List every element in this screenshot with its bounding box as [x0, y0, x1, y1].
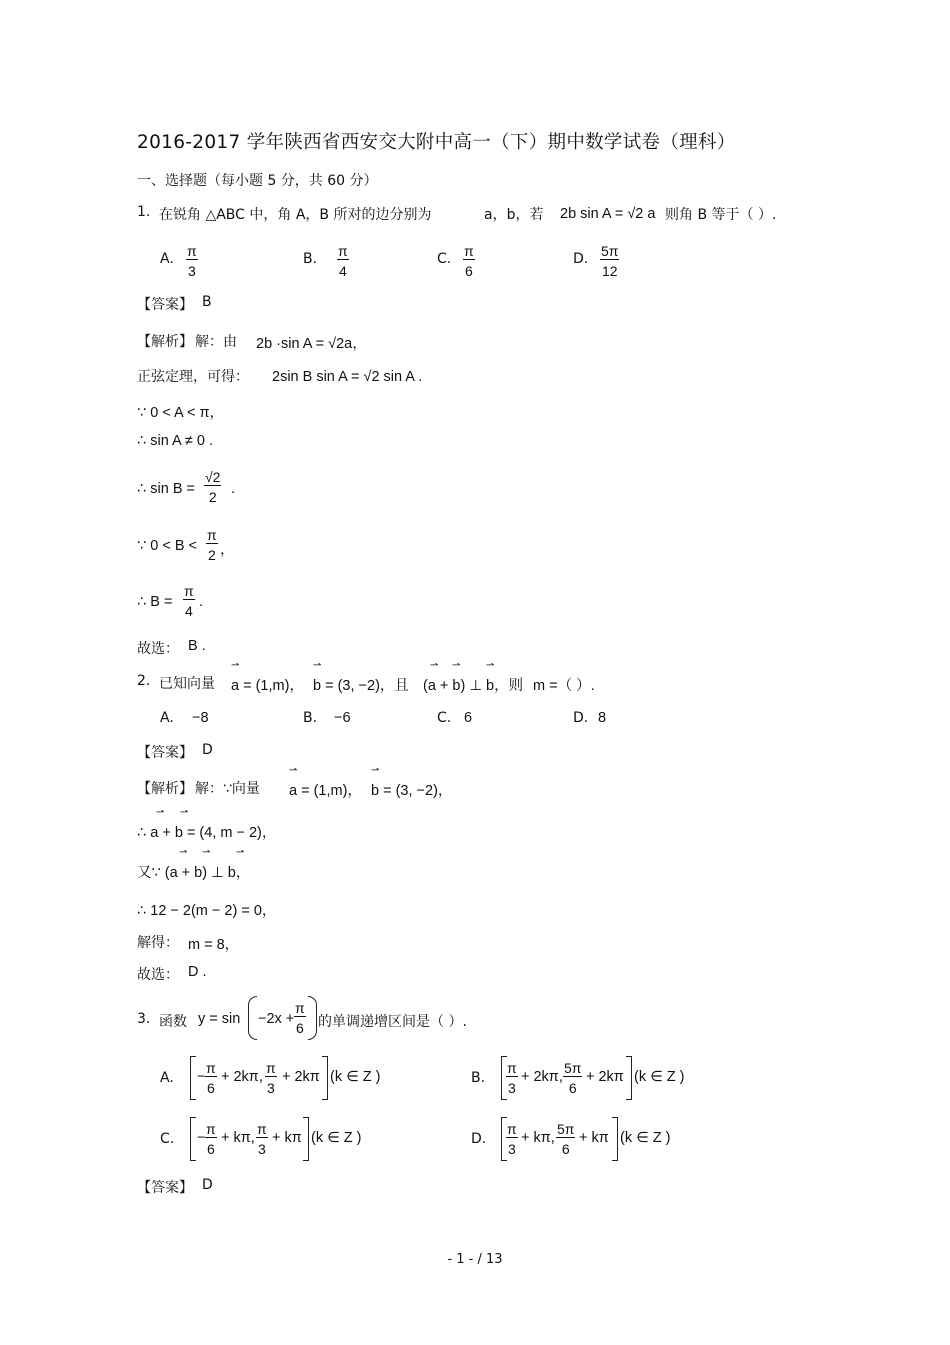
q1-answer-value: B	[202, 294, 212, 310]
q3-a-mid: + 2kπ,	[221, 1069, 263, 1085]
q3-answer-label: 【答案】	[137, 1180, 193, 1196]
page-number: - 1 - / 13	[447, 1252, 503, 1267]
q3-option-d-label: D.	[471, 1131, 487, 1147]
q3-a-minus: −	[197, 1069, 206, 1085]
q1-step5: ∴ sin B =	[137, 481, 195, 497]
q3-d-kz: (k ∈ Z )	[620, 1130, 671, 1146]
vector-arrow-icon: ⇀	[430, 660, 439, 671]
q2-stem-a: 已知向量	[159, 676, 215, 692]
q3-b-mid: + 2kπ,	[521, 1069, 563, 1085]
vector-arrow-icon: ⇀	[156, 807, 165, 818]
q3-c-minus: −	[197, 1130, 206, 1146]
q2-line2: ∴ a + b = (4, m − 2)，	[137, 825, 277, 841]
q2-number: 2.	[137, 673, 151, 689]
vector-arrow-icon: ⇀	[179, 847, 188, 858]
q1-step6-fraction: π 2	[207, 527, 217, 563]
q1-step3: ∵ 0 < A < π，	[137, 405, 224, 421]
q1-option-b-label: B.	[303, 251, 318, 267]
q2-option-b-value: −6	[334, 710, 351, 726]
q1-stem-b: a，b，若	[484, 207, 544, 223]
q3-d-frac2: 5π 6	[557, 1121, 575, 1157]
q2-vector-a: a = (1,m)，	[231, 678, 304, 694]
q1-option-d-fraction: 5π 12	[601, 243, 619, 279]
q2-option-b-label: B.	[303, 710, 318, 726]
q3-c-mid: + kπ,	[221, 1130, 255, 1146]
q3-b-frac1: π 3	[507, 1060, 517, 1096]
q2-line4: ∴ 12 − 2(m − 2) = 0，	[137, 903, 277, 919]
q1-stem-a: 在锐角 △ABC 中，角 A，B 所对的边分别为	[159, 207, 432, 223]
q1-choice: B .	[188, 638, 206, 654]
q1-option-a-fraction: π 3	[187, 243, 197, 279]
q2-option-c-label: C.	[437, 710, 452, 726]
q1-step4: ∴ sin A ≠ 0 .	[137, 433, 214, 449]
q3-stem-c: 的单调递增区间是（ ）.	[318, 1014, 467, 1030]
vector-arrow-icon: ⇀	[486, 660, 495, 671]
q3-inner: −2x +	[258, 1011, 295, 1027]
q3-option-c-label: C.	[160, 1131, 175, 1147]
vector-arrow-icon: ⇀	[180, 807, 189, 818]
q2-answer-label: 【答案】	[137, 745, 193, 761]
q1-step6: ∵ 0 < B <	[137, 538, 198, 554]
q1-step1-expr: 2b ·sin A = √2a，	[256, 336, 367, 352]
q3-b-frac2: 5π 6	[564, 1060, 582, 1096]
vector-arrow-icon: ⇀	[313, 660, 322, 671]
q3-c-frac2: π 3	[257, 1121, 267, 1157]
q1-option-d-label: D.	[573, 251, 589, 267]
right-bracket-icon	[626, 1056, 632, 1100]
q1-option-b-fraction: π 4	[338, 243, 348, 279]
right-paren-icon	[308, 996, 317, 1040]
q3-d-frac1: π 3	[507, 1121, 517, 1157]
q2-line5-prefix: 解得：	[137, 935, 179, 951]
q3-answer-value: D	[202, 1177, 213, 1193]
vector-arrow-icon: ⇀	[371, 765, 380, 776]
q2-condition: (a + b) ⊥ b，则	[423, 678, 524, 694]
q1-option-c-fraction: π 6	[464, 243, 474, 279]
q3-stem-a: 函数	[159, 1014, 187, 1030]
q2-vector-b: b = (3, −2)，且	[313, 678, 409, 694]
q1-choice-prefix: 故选：	[137, 641, 179, 657]
q3-option-a-label: A.	[160, 1070, 174, 1086]
vector-arrow-icon: ⇀	[231, 660, 240, 671]
q1-option-c-label: C.	[437, 251, 452, 267]
q1-analysis-label: 【解析】	[137, 334, 193, 350]
q3-number: 3.	[137, 1011, 151, 1027]
q2-line1-a: a = (1,m)，	[289, 783, 362, 799]
q3-function: y = sin	[198, 1011, 241, 1027]
q1-step7-fraction: π 4	[184, 583, 194, 619]
q1-number: 1.	[137, 204, 151, 220]
q3-d-right: + kπ	[579, 1130, 609, 1146]
q1-step1-prefix: 解：由	[195, 334, 237, 350]
q3-c-kz: (k ∈ Z )	[311, 1130, 362, 1146]
q3-c-frac1: π 6	[206, 1121, 216, 1157]
q2-question: m =（ ）.	[533, 678, 595, 694]
q3-a-kz: (k ∈ Z )	[330, 1069, 381, 1085]
q3-a-frac2: π 3	[266, 1060, 276, 1096]
q3-option-b-label: B.	[471, 1070, 486, 1086]
vector-arrow-icon: ⇀	[236, 847, 245, 858]
q1-step7: ∴ B =	[137, 594, 173, 610]
q1-step6-tail: ，	[220, 542, 235, 558]
q2-choice: D .	[188, 964, 207, 980]
q1-step2-prefix: 正弦定理，可得：	[137, 369, 249, 385]
q2-option-d-value: 8	[598, 710, 607, 726]
q2-answer-value: D	[202, 742, 213, 758]
q1-step5-tail: .	[231, 481, 236, 497]
q1-answer-label: 【答案】	[137, 297, 193, 313]
right-bracket-icon	[322, 1056, 328, 1100]
q2-line3: 又∵ (a + b) ⊥ b，	[137, 865, 251, 881]
q2-choice-prefix: 故选：	[137, 967, 179, 983]
q1-step7-tail: .	[199, 594, 204, 610]
right-bracket-icon	[303, 1117, 309, 1161]
left-bracket-icon	[190, 1056, 196, 1100]
q3-b-right: + 2kπ	[586, 1069, 624, 1085]
q2-analysis-label: 【解析】	[137, 781, 193, 797]
q2-option-c-value: 6	[464, 710, 473, 726]
q3-d-mid: + kπ,	[521, 1130, 555, 1146]
q2-option-a-value: −8	[192, 710, 209, 726]
document-title: 2016-2017 学年陕西省西安交大附中高一（下）期中数学试卷（理科）	[137, 132, 736, 153]
right-bracket-icon	[612, 1117, 618, 1161]
vector-arrow-icon: ⇀	[452, 660, 461, 671]
q2-option-a-label: A.	[160, 710, 174, 726]
q3-c-right: + kπ	[272, 1130, 302, 1146]
left-paren-icon	[248, 996, 257, 1040]
q1-step5-fraction: √2 2	[205, 469, 221, 505]
q1-option-a-label: A.	[160, 251, 174, 267]
q1-stem-c: 则角 B 等于（ ）.	[665, 207, 777, 223]
q2-option-d-label: D.	[573, 710, 589, 726]
q2-line1-prefix: 解：∵向量	[195, 781, 260, 797]
q3-inner-fraction: π 6	[295, 1000, 305, 1036]
q3-a-frac1: π 6	[206, 1060, 216, 1096]
vector-arrow-icon: ⇀	[289, 765, 298, 776]
q3-a-right: + 2kπ	[282, 1069, 320, 1085]
q2-line5: m = 8，	[188, 937, 240, 953]
q2-line1-b: b = (3, −2)，	[371, 783, 453, 799]
section-heading: 一、选择题（每小题 5 分，共 60 分）	[137, 173, 378, 189]
left-bracket-icon	[190, 1117, 196, 1161]
vector-arrow-icon: ⇀	[202, 847, 211, 858]
q1-expression: 2b sin A = √2 a	[560, 206, 656, 222]
q3-b-kz: (k ∈ Z )	[634, 1069, 685, 1085]
q1-step2-expr: 2sin B sin A = √2 sin A .	[272, 369, 423, 385]
